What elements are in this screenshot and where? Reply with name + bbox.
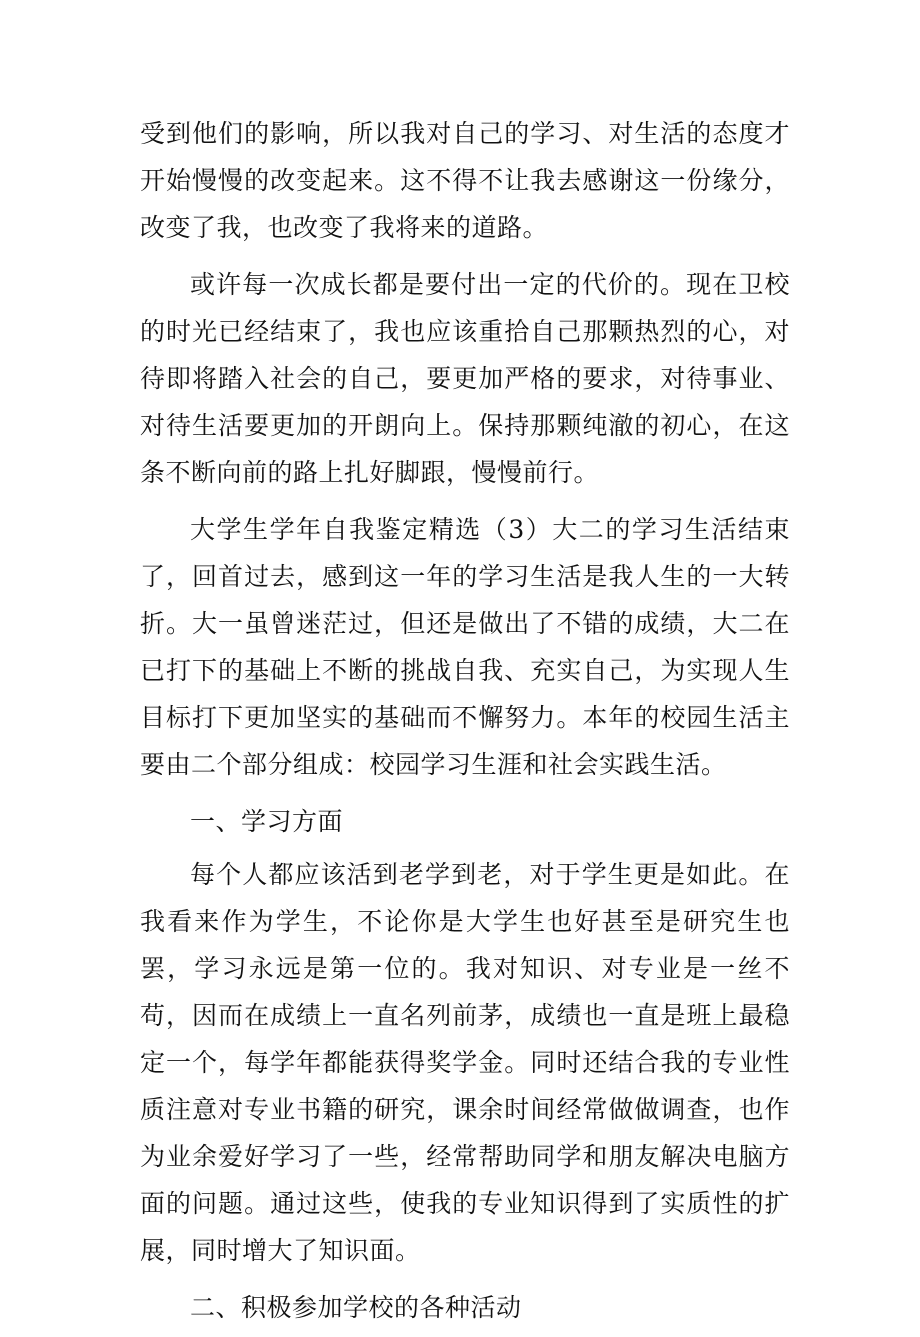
section-heading-activities: 二、积极参加学校的各种活动 xyxy=(190,1293,522,1322)
paragraph-growth: 或许每一次成长都是要付出一定的代价的。现在卫校的时光已经结束了，我也应该重拾自己那颗热烈的心，对待即将踏入社会的自己，要更加严格的要求，对待事业、对待生活要更加的开朗向上。保持那颗纯澈的初心，在这条不断向前的路上扎好脚跟，慢慢前行。 xyxy=(140,270,790,487)
paragraph-self-assessment-3: 大学生学年自我鉴定精选（3）大二的学习生活结束了，回首过去，感到这一年的学习生活是我人生的一大转折。大一虽曾迷茫过，但还是做出了不错的成绩，大二在已打下的基础上不断的挑战自我、充实自己，为实现人生目标打下更加坚实的基础而不懈努力。本年的校园生活主要由二个部分组成：校园学习生涯和社会实践生活。 xyxy=(140,515,790,779)
paragraph-continuation: 受到他们的影响，所以我对自己的学习、对生活的态度才开始慢慢的改变起来。这不得不让我去感谢这一份缘分，改变了我，也改变了我将来的道路。 xyxy=(140,119,790,242)
paragraph-study: 每个人都应该活到老学到老，对于学生更是如此。在我看来作为学生，不论你是大学生也好甚至是研究生也罢，学习永远是第一位的。我对知识、对专业是一丝不苟，因而在成绩上一直名列前茅，成绩也一直是班上最稳定一个，每学年都能获得奖学金。同时还结合我的专业性质注意对专业书籍的研究，课余时间经常做做调查，也作为业余爱好学习了一些，经常帮助同学和朋友解决电脑方面的问题。通过这些，使我的专业知识得到了实质性的扩展，同时增大了知识面。 xyxy=(140,860,790,1265)
section-heading-study: 一、学习方面 xyxy=(190,807,344,836)
document-body xyxy=(140,110,790,1337)
